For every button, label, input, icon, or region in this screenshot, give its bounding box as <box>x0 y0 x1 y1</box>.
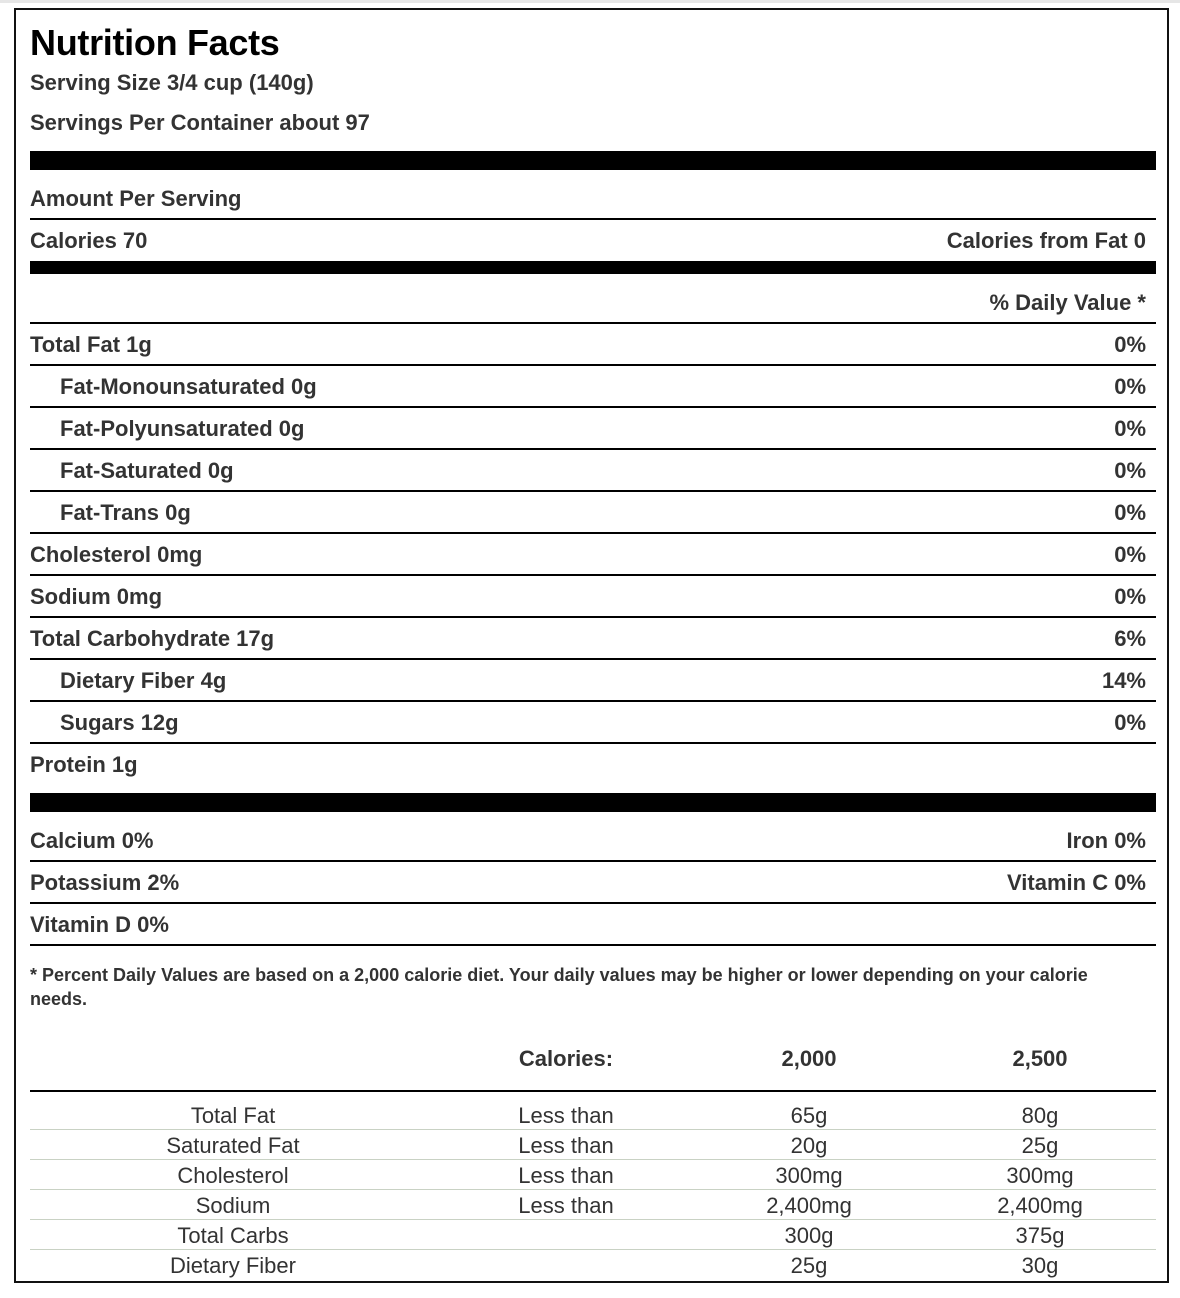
divider <box>30 406 1156 408</box>
dv-cell: Less than <box>518 1193 614 1218</box>
daily-value-header: % Daily Value * <box>989 290 1146 315</box>
nutrient-daily-value: 0% <box>1114 584 1146 609</box>
dv-cell: 30g <box>1021 1253 1059 1278</box>
divider <box>30 532 1156 534</box>
dv-cell: 300mg <box>775 1163 843 1188</box>
vitamin-left: Potassium 2% <box>30 870 180 895</box>
divider <box>30 448 1156 450</box>
row-separator <box>30 1219 1156 1220</box>
vitamin-left: Calcium 0% <box>30 828 154 853</box>
divider <box>30 322 1156 324</box>
divider <box>30 860 1156 862</box>
divider <box>30 700 1156 702</box>
nutrition-label <box>14 8 1169 1283</box>
row-separator <box>30 1249 1156 1250</box>
nutrient-label: Fat-Monounsaturated 0g <box>60 374 317 399</box>
nutrient-daily-value: 6% <box>1114 626 1146 651</box>
nutrient-daily-value: 0% <box>1114 500 1146 525</box>
dv-header-cell: Calories: <box>518 1046 614 1071</box>
nutrient-daily-value: 0% <box>1114 542 1146 567</box>
divider <box>30 218 1156 220</box>
row-separator <box>30 1189 1156 1190</box>
dv-cell: Less than <box>518 1133 614 1158</box>
top-border <box>0 0 1180 3</box>
nutrient-label: Fat-Polyunsaturated 0g <box>60 416 305 441</box>
dv-cell: 65g <box>790 1103 828 1128</box>
nutrient-label: Total Carbohydrate 17g <box>30 626 275 651</box>
dv-cell: Cholesterol <box>177 1163 289 1188</box>
amount-per-serving-label: Amount Per Serving <box>30 186 242 211</box>
nutrient-label: Cholesterol 0mg <box>30 542 203 567</box>
divider <box>30 574 1156 576</box>
nutrient-label: Fat-Trans 0g <box>60 500 191 525</box>
vitamin-right: Iron 0% <box>1066 828 1146 853</box>
divider <box>30 944 1156 946</box>
divider <box>30 616 1156 618</box>
nutrient-daily-value: 0% <box>1114 374 1146 399</box>
nutrient-daily-value: 0% <box>1114 416 1146 441</box>
dv-cell: 2,400mg <box>766 1193 852 1218</box>
nutrient-label: Total Fat 1g <box>30 332 152 357</box>
dv-header-cell: 2,500 <box>1012 1046 1068 1071</box>
thick-divider <box>30 793 1156 812</box>
dv-cell: Less than <box>518 1163 614 1188</box>
row-separator <box>30 1129 1156 1130</box>
dv-cell: Less than <box>518 1103 614 1128</box>
calories-label: Calories 70 <box>30 228 148 253</box>
nutrient-label: Protein 1g <box>30 752 138 777</box>
dv-cell: Total Fat <box>190 1103 276 1128</box>
dv-cell: Total Carbs <box>177 1223 289 1248</box>
calories-from-fat: Calories from Fat 0 <box>946 228 1146 253</box>
serving-size: Serving Size 3/4 cup (140g) <box>30 70 314 95</box>
divider <box>30 902 1156 904</box>
nutrient-daily-value: 0% <box>1114 458 1146 483</box>
nutrient-label: Fat-Saturated 0g <box>60 458 234 483</box>
dv-cell: 375g <box>1015 1223 1065 1248</box>
row-separator <box>30 1159 1156 1160</box>
divider <box>30 364 1156 366</box>
dv-cell: Sodium <box>195 1193 271 1218</box>
nutrient-daily-value: 0% <box>1114 710 1146 735</box>
dv-cell: 25g <box>1021 1133 1059 1158</box>
thick-divider <box>30 151 1156 170</box>
label-title: Nutrition Facts <box>30 22 280 63</box>
vitamin-left: Vitamin D 0% <box>30 912 169 937</box>
dv-cell: 2,400mg <box>997 1193 1083 1218</box>
divider <box>30 490 1156 492</box>
dv-cell: 20g <box>790 1133 828 1158</box>
servings-per-container: Servings Per Container about 97 <box>30 110 370 135</box>
dv-cell: 300mg <box>1006 1163 1074 1188</box>
nutrient-label: Dietary Fiber 4g <box>60 668 227 693</box>
nutrient-label: Sodium 0mg <box>30 584 163 609</box>
divider <box>30 742 1156 744</box>
dv-cell: Saturated Fat <box>166 1133 300 1158</box>
dv-cell: 25g <box>790 1253 828 1278</box>
nutrient-daily-value: 0% <box>1114 332 1146 357</box>
thick-divider <box>30 261 1156 274</box>
nutrient-daily-value: 14% <box>1101 668 1146 693</box>
vitamin-right: Vitamin C 0% <box>1007 870 1146 895</box>
dv-header-cell: 2,000 <box>781 1046 837 1071</box>
divider <box>30 658 1156 660</box>
divider <box>30 1090 1156 1092</box>
footnote: * Percent Daily Values are based on a 2,000 calorie diet. Your daily values may be higher or lower depending on your calorie needs. <box>30 965 1088 1009</box>
dv-cell: 80g <box>1021 1103 1059 1128</box>
dv-cell: Dietary Fiber <box>170 1253 296 1278</box>
dv-cell: 300g <box>784 1223 834 1248</box>
nutrient-label: Sugars 12g <box>60 710 179 735</box>
